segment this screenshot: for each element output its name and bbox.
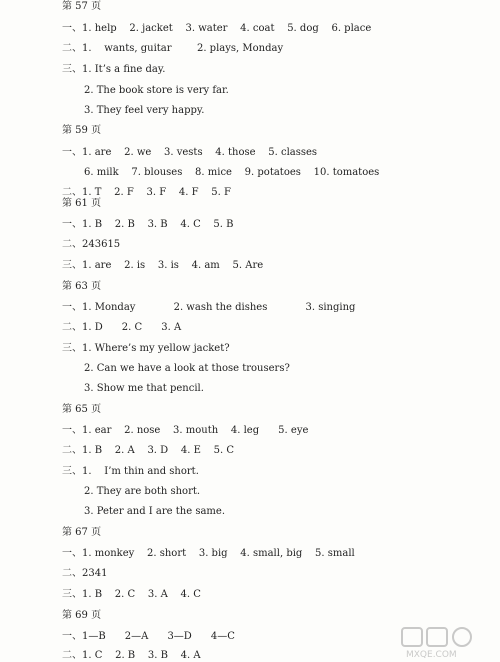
answer-line: 2. They are both short. — [84, 486, 201, 497]
answer-line: 三、1. are 2. is 3. is 4. am 5. Are — [62, 260, 264, 271]
answer-line: 一、1. B 2. B 3. B 4. C 5. B — [62, 219, 234, 230]
answer-line: 三、1. I’m thin and short. — [62, 466, 199, 477]
answer-line: 2. Can we have a look at those trousers? — [84, 363, 290, 374]
watermark-logo-icon — [400, 626, 496, 660]
answer-line: 一、1. ear 2. nose 3. mouth 4. leg 5. eye — [62, 425, 309, 436]
answer-line: 二、1. B 2. A 3. D 4. E 5. C — [62, 445, 234, 456]
answer-line: 一、1. help 2. jacket 3. water 4. coat 5. dog 6. place — [62, 23, 372, 34]
answer-line: 6. milk 7. blouses 8. mice 9. potatoes 10. tomatoes — [84, 167, 380, 178]
answer-line: 二、1. C 2. B 3. B 4. A — [62, 650, 201, 661]
answer-line: 一、1. are 2. we 3. vests 4. those 5. classes — [62, 147, 318, 158]
answer-line: 三、1. It’s a fine day. — [62, 64, 166, 75]
answer-line: 一、1. monkey 2. short 3. big 4. small, big 5. small — [62, 548, 355, 559]
answer-line: 一、1. Monday 2. wash the dishes 3. singing — [62, 302, 356, 313]
answer-line: 二、243615 — [62, 239, 121, 250]
page-heading-59: 第 59 页 — [62, 125, 102, 136]
answer-line: 二、2341 — [62, 568, 108, 579]
page-heading-61: 第 61 页 — [62, 198, 102, 209]
answer-line: 3. They feel very happy. — [84, 105, 205, 116]
answer-line: 二、1. D 2. C 3. A — [62, 322, 182, 333]
answer-line: 3. Show me that pencil. — [84, 383, 204, 394]
page-heading-67: 第 67 页 — [62, 527, 102, 538]
watermark-text: MXQE.COM — [406, 650, 457, 660]
page-heading-69: 第 69 页 — [62, 610, 102, 621]
answer-line: 二、1. T 2. F 3. F 4. F 5. F — [62, 187, 231, 198]
page-heading-65: 第 65 页 — [62, 404, 102, 415]
page-heading-57: 第 57 页 — [62, 1, 102, 12]
answer-line: 2. The book store is very far. — [84, 85, 229, 96]
answer-line: 三、1. B 2. C 3. A 4. C — [62, 589, 201, 600]
answer-line: 3. Peter and I are the same. — [84, 506, 225, 517]
answer-line: 二、1. wants, guitar 2. plays, Monday — [62, 43, 284, 54]
page-heading-63: 第 63 页 — [62, 281, 102, 292]
answer-line: 三、1. Where’s my yellow jacket? — [62, 343, 230, 354]
answer-line: 一、1—B 2—A 3—D 4—C — [62, 631, 235, 642]
